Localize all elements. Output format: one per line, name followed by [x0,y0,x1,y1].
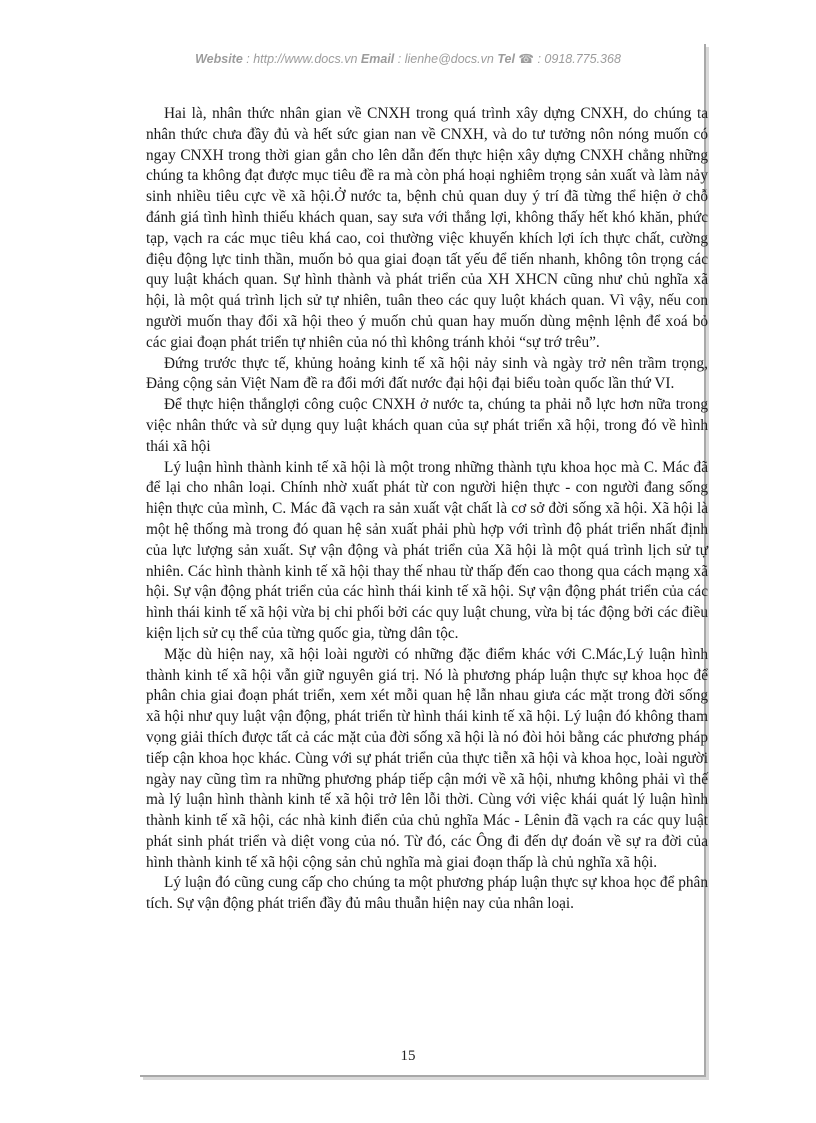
page-header [0,51,816,66]
paragraph-2: Đứng trước thực tế, khủng hoảng kinh tế xã hội nảy sinh và ngày trở nên trầm trọng, Đảng cộng sản Việt Nam đề ra đổi mới đất nước đại hội đại biểu toàn quốc lần thứ VI. [146,354,708,393]
paragraph-5: Mặc dù hiện nay, xã hội loài người có những đặc điểm khác với C.Mác,Lý luận hình thành kinh tế xã hội vẫn giữ nguyên giá trị. Nó là phương pháp luận thực sự khoa học để phân chia giai đoạn phát triển, xem xét mỗi quan hệ lẫn nhau giưa các mặt trong đời sống xã hội như quy luật vận động, phát triển từ hình thái kinh tế xã hội. Lý luận đó không tham vọng giải thích được tất cả các mặt của đời sống xã hội là nó đòi hỏi bằng các phương pháp tiếp cận khoa học khác. Cùng với sự phát triển của thực tiễn xã hội và khoa học, loài người ngày nay cũng tìm ra những phương pháp tiếp cận mới về xã hội, nhưng không phải vì thế mà lý luận hình thành kinh tế xã hội trở lên lỗi thời. Cùng với việc khái quát lý luận hình thành kinh tế xã hội, các nhà kinh điển của chủ nghĩa Mác - Lênin đã vạch ra các quy luật phát sinh phát triển và diệt vong của nó. Từ đó, các Ông đi đến dự đoán về sự ra đời của hình thành kinh tế xã hội cộng sản chủ nghĩa mà giai đoạn thấp là chủ nghĩa xã hội. [146,645,708,871]
document-body [146,104,708,915]
email-address[interactable]: : lienhe@docs.vn [397,52,494,66]
website-url[interactable]: : http://www.docs.vn [246,52,358,66]
tel-number: : 0918.775.368 [537,52,621,66]
page-number: 15 [400,1048,416,1064]
tel-label: Tel [497,52,515,66]
paragraph-1: Hai là, nhân thức nhân gian về CNXH trong quá trình xây dựng CNXH, do chúng ta nhân thức chưa đầy đủ và hết sức gian nan về CNXH, và do tư tưởng nôn nóng muốn có ngay CNXH trong thời gian gắn cho lên dẫn đến thực hiện xây dựng CNXH chẳng những chúng ta không đạt được mục tiêu đề ra mà còn phá hoại nghiêm trọng sản xuất và làm nảy sinh nhiều tiêu cực về xã hội.Ở nước ta, bệnh chủ quan duy ý trí đã từng thể hiện ở chỗ đánh giá tình hình thiếu khách quan, say sưa với thắng lợi, không thấy hết khó khăn, phức tạp, vạch ra các mục tiêu khá cao, coi thường việc khuyến khích lợi ích thực chất, cường điệu động lực tinh thần, muốn bỏ qua giai đoạn tất yếu để tiến nhanh, không tôn trọng các quy luật khách quan. Sự hình thành và phát triển của XH XHCN cũng như chủ nghĩa xã hội, là một quá trình lịch sử tự nhiên, tuân theo các quy luột khách quan. Vì vậy, nếu con người muốn thay đổi xã hội theo ý muốn chủ quan hay muốn dùng mệnh lệnh để xoá bỏ các giai đoạn phát triển tự nhiên của nó thì không tránh khỏi “sự trớ trêu”. [146,105,708,351]
paragraph-4: Lý luận hình thành kinh tế xã hội là một trong những thành tựu khoa học mà C. Mác đã để lại cho nhân loại. Chính nhờ xuất phát từ con người hiện thực - con người đang sống hiện thực của mình, C. Mác đã vạch ra sản xuất vật chất là cơ sở đời sống xã hội. Xã hội là một hệ thống mà trong đó quan hệ sản xuất phải phù hợp với trình độ phát triển nhất định của lực lượng sản xuất. Sự vận động và phát triển của Xã hội là một quá trình lịch sử tự nhiên. Các hình thành kinh tế xã hội thay thế nhau từ thấp đến cao thong qua cách mạng xã hội. Sự vận động phát triển của các hình thái kinh tế xã hội. Sự vận động phát triển của các hình thái kinh tế xã hội vừa bị chi phối bởi các quy luật chung, vừa bị tác động bởi các điều kiện lịch sử cụ thể của từng quốc gia, từng dân tộc. [146,458,708,642]
email-label: Email [360,52,395,66]
website-label: Website [195,52,243,66]
telephone-icon: ☎ [518,52,534,66]
paragraph-3: Để thực hiện thắnglợi công cuộc CNXH ở nước ta, chúng ta phải nỗ lực hơn nữa trong việc nhân thức và sử dụng quy luật khách quan của sự phát triển xã hội, trong đó về hình thái xã hội [146,396,708,455]
paragraph-6: Lý luận đó cũng cung cấp cho chúng ta một phương pháp luận thực sự khoa học để phân tích. Sự vận động phát triển đầy đủ mâu thuẫn hiện nay của nhân loại. [146,874,708,913]
